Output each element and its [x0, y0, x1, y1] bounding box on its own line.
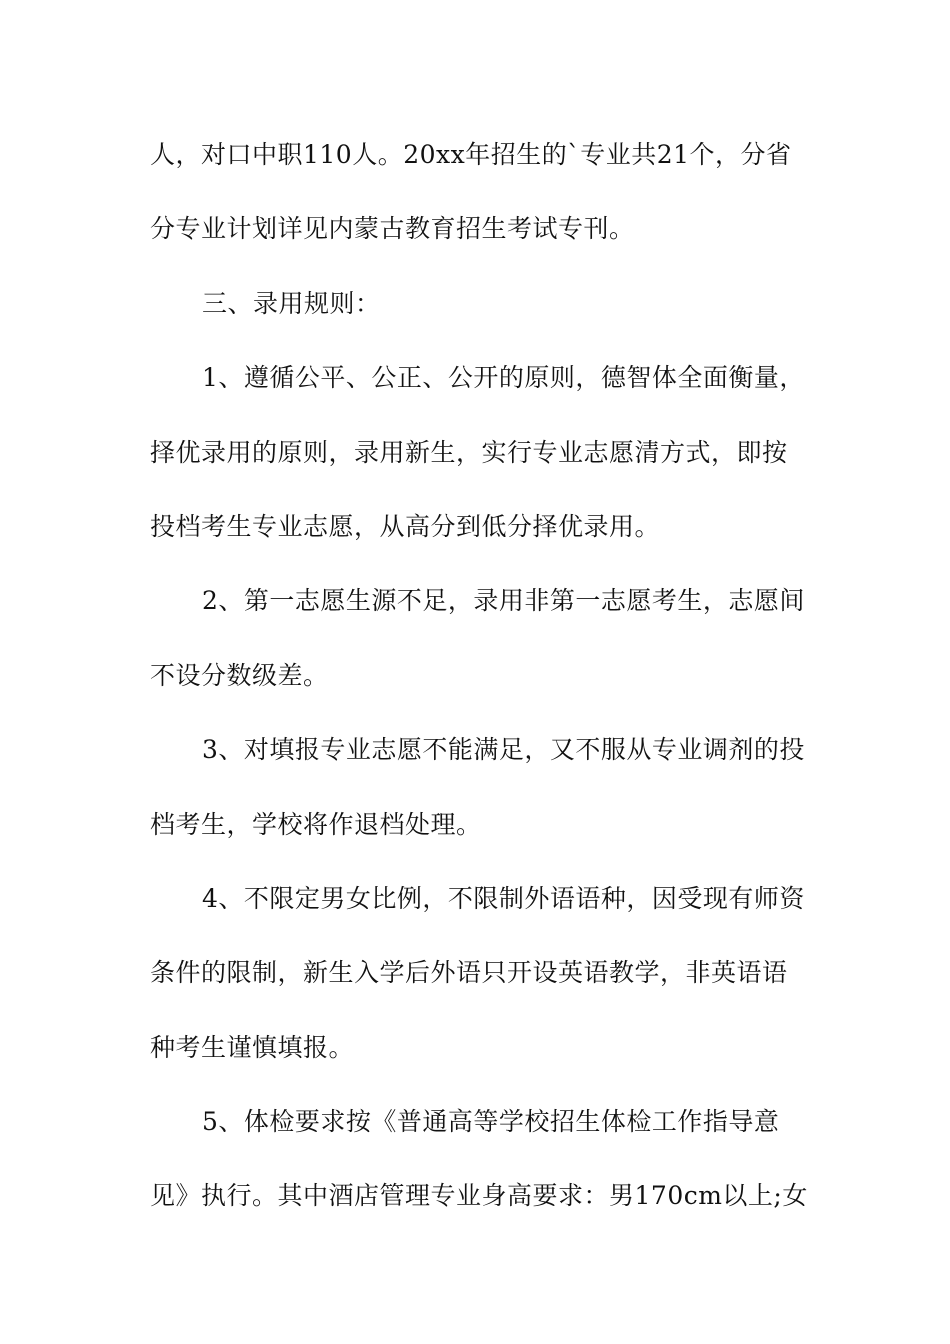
section-heading: 三、录用规则： [202, 288, 381, 318]
rule-2-line: 2、第一志愿生源不足，录用非第一志愿考生，志愿间 [202, 586, 805, 616]
rule-1-line: 1、遵循公平、公正、公开的原则，德智体全面衡量， [202, 363, 805, 393]
rule-4-line: 条件的限制，新生入学后外语只开设英语教学，非英语语 [150, 958, 788, 988]
rule-1-line: 投档考生专业志愿，从高分到低分择优录用。 [150, 511, 661, 541]
rule-1-line: 择优录用的原则，录用新生，实行专业志愿清方式，即按 [150, 437, 788, 467]
text-line: 分专业计划详见内蒙古教育招生考试专刊。 [150, 214, 635, 244]
rule-4-line: 种考生谨慎填报。 [150, 1032, 355, 1062]
rule-5-line: 5、体检要求按《普通高等学校招生体检工作指导意 [202, 1107, 780, 1137]
rule-2-line: 不设分数级差。 [150, 660, 329, 690]
text-line: 人，对口中职110人。20xx年招生的`专业共21个，分省 [150, 140, 792, 169]
document-body [150, 125, 810, 1241]
rule-3-line: 档考生，学校将作退档处理。 [150, 809, 482, 839]
rule-5-line: 见》执行。其中酒店管理专业身高要求：男170cm以上;女 [150, 1181, 808, 1211]
rule-4-line: 4、不限定男女比例，不限制外语语种，因受现有师资 [202, 883, 805, 913]
rule-3-line: 3、对填报专业志愿不能满足，又不服从专业调剂的投 [202, 735, 805, 765]
